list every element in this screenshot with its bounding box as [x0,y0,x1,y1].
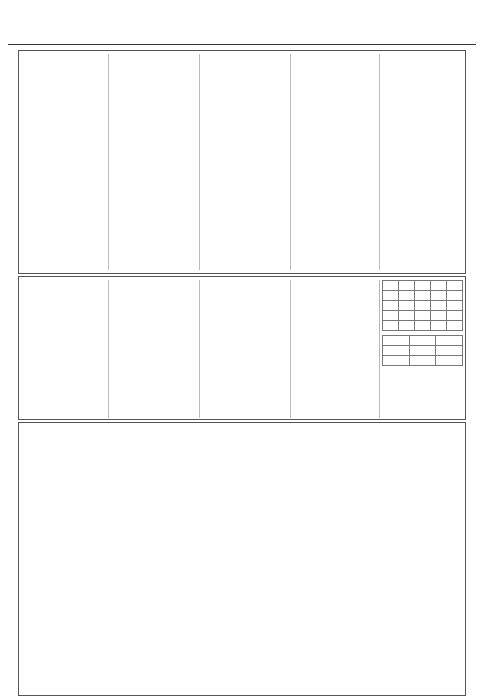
data-table [382,280,463,331]
notice-column [202,54,288,270]
column-divider [108,280,109,418]
notice-column [111,280,197,418]
column-divider [290,54,291,270]
masthead [8,12,476,46]
notice-block-upper [18,50,466,274]
masthead-rule [8,44,476,45]
column-divider [379,280,380,418]
lower-notice-grid [18,424,466,694]
notice-column [22,54,106,270]
notice-block-middle [18,276,466,420]
notice-column [293,54,377,270]
column-divider [199,280,200,418]
column-divider [108,54,109,270]
notice-column [22,280,106,418]
data-table [382,335,463,366]
notice-column [382,54,463,270]
column-divider [290,280,291,418]
notice-column [202,280,288,418]
column-divider [379,54,380,270]
notice-column [293,280,377,418]
table-column [382,280,463,418]
column-divider [199,54,200,270]
notice-column [111,54,197,270]
